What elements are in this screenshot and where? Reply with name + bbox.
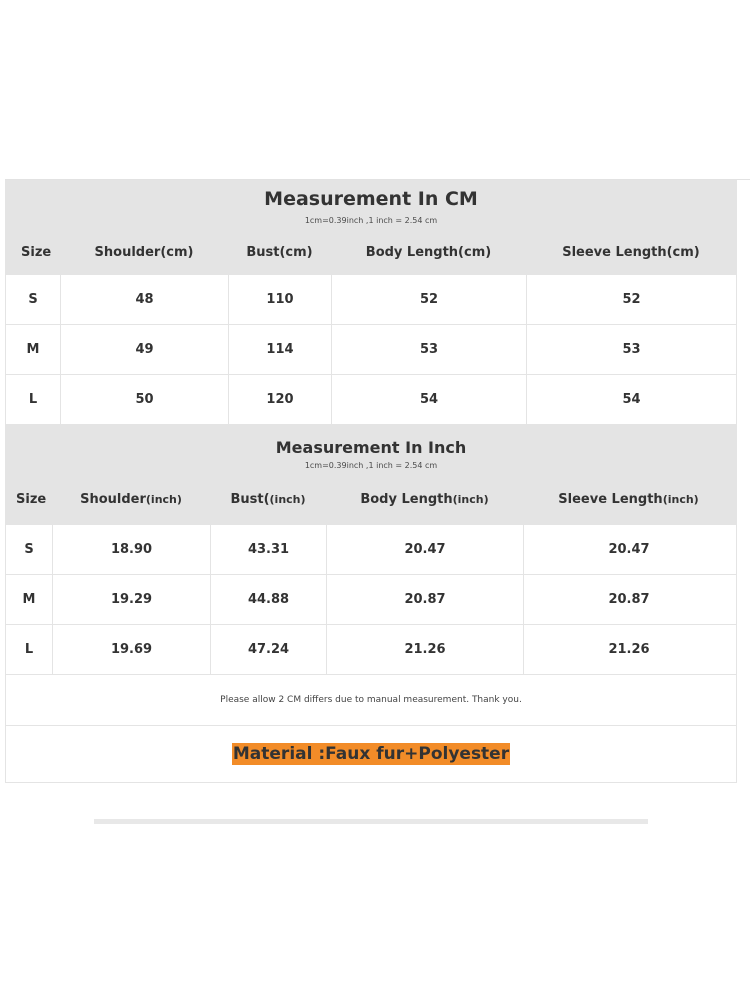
column-header-sleeve-length [523,492,734,507]
bust-cell: 110 [228,275,331,324]
header-label: Bust( [230,491,270,507]
material-row [6,725,736,782]
cm-table [6,180,736,424]
size-cell: M [26,342,40,357]
shoulder-cell: 48 [60,275,228,324]
size-cell: S [24,542,34,557]
column-header-body-length: Body Length(cm) [365,245,492,260]
shoulder-cell: 19.69 [52,625,210,674]
inch-table-title: Measurement In Inch [275,438,467,457]
material-label: Material :Faux fur+Polyester [232,744,510,764]
header-label: Shoulder [80,491,146,507]
disclaimer-text: Please allow 2 CM differs due to manual measurement. Thank you. [220,695,522,705]
header-label: Sleeve Length [558,491,663,507]
table-row [6,274,736,324]
body-length-cell: 20.87 [326,575,523,624]
cm-table-title: Measurement In CM [264,188,478,210]
inch-column-headers [6,471,736,524]
inch-table [6,424,736,674]
column-header-size: Size [21,245,52,260]
header-unit: (inch) [269,492,306,506]
column-header-sleeve-length: Sleeve Length(cm) [562,245,700,260]
table-row [6,624,736,674]
shoulder-cell: 50 [60,375,228,424]
header-unit: (inch) [452,492,489,506]
column-header-size [6,492,52,507]
bust-cell: 43.31 [210,525,326,574]
size-chart [5,180,737,783]
sleeve-length-cell: 20.87 [523,575,734,624]
shoulder-cell: 19.29 [52,575,210,624]
cm-table-header [6,180,736,274]
size-cell: S [28,292,38,307]
size-cell: M [22,592,36,607]
column-header-shoulder [52,492,210,507]
cm-column-headers [6,226,736,274]
bust-cell: 114 [228,325,331,374]
shoulder-cell: 18.90 [52,525,210,574]
body-length-cell: 20.47 [326,525,523,574]
body-length-cell: 21.26 [326,625,523,674]
table-row [6,374,736,424]
column-header-body-length [326,492,523,507]
column-header-bust: Bust(cm) [246,245,313,260]
bottom-shadow [94,819,648,824]
inch-conversion-note: 1cm=0.39inch ,1 inch = 2.54 cm [304,461,438,470]
header-label: Size [16,491,47,507]
sleeve-length-cell: 20.47 [523,525,734,574]
sleeve-length-cell: 54 [526,375,736,424]
sleeve-length-cell: 21.26 [523,625,734,674]
body-length-cell: 53 [331,325,526,374]
bust-cell: 44.88 [210,575,326,624]
shoulder-cell: 49 [60,325,228,374]
column-header-shoulder: Shoulder(cm) [94,245,194,260]
size-cell: L [28,392,38,407]
header-unit: (inch) [145,492,182,506]
inch-table-header [6,424,736,524]
sleeve-length-cell: 52 [526,275,736,324]
body-length-cell: 52 [331,275,526,324]
header-label: Body Length [360,491,453,507]
table-row [6,574,736,624]
column-header-bust [210,492,326,507]
header-unit: (inch) [662,492,699,506]
cm-conversion-note: 1cm=0.39inch ,1 inch = 2.54 cm [304,216,438,225]
sleeve-length-cell: 53 [526,325,736,374]
bust-cell: 47.24 [210,625,326,674]
body-length-cell: 54 [331,375,526,424]
bust-cell: 120 [228,375,331,424]
table-row [6,524,736,574]
table-row [6,324,736,374]
measurement-disclaimer [6,674,736,725]
size-cell: L [24,642,34,657]
